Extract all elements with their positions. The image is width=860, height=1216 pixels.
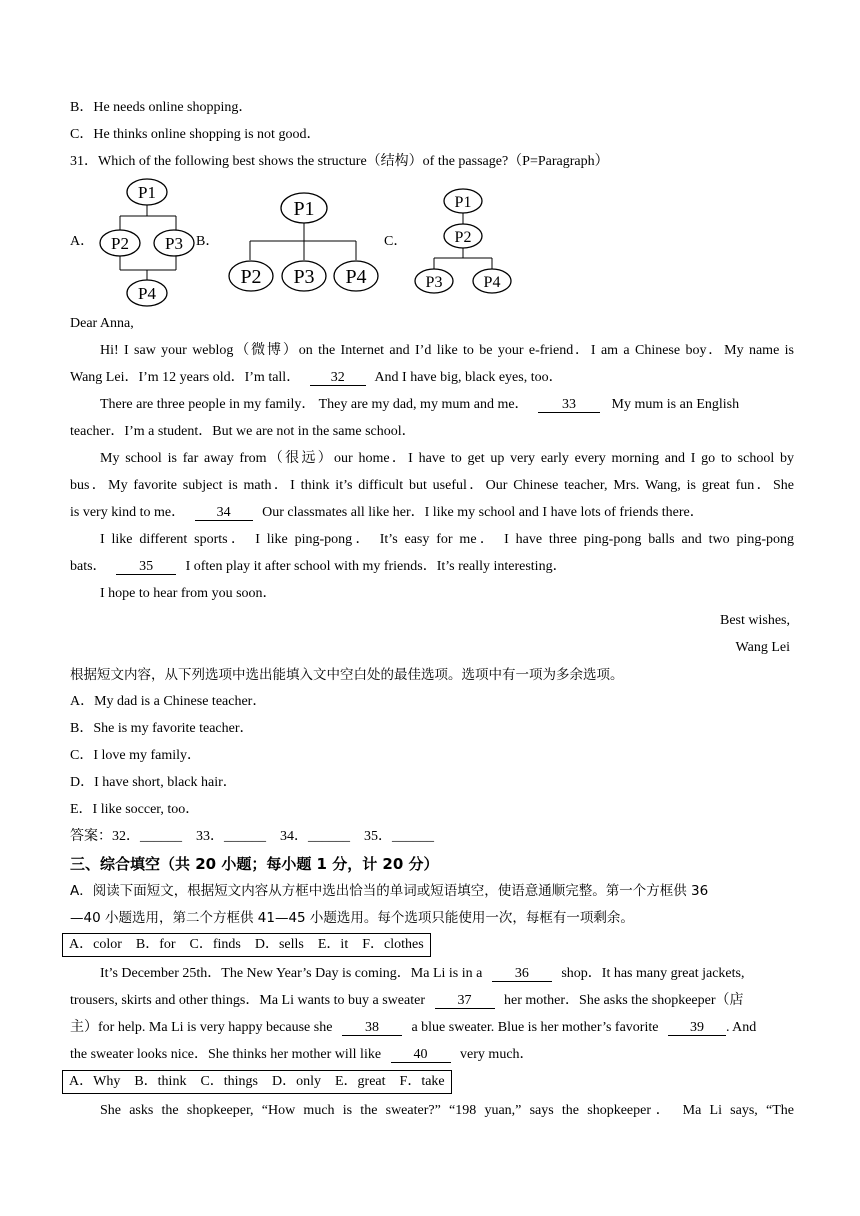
task-option-b: B．She is my favorite teacher． (70, 721, 254, 736)
structure-diagram-a (98, 176, 198, 308)
blank-36[interactable]: 36 (492, 966, 552, 982)
cloze-line1: It’s December 25th．The New Year’s Day is coming．Ma Li is in a 36 shop．It has many great jackets, (100, 966, 745, 981)
question-31-stem: 31．Which of the following best shows the structure（结构）of the passage?（P=Paragraph） (70, 154, 609, 169)
diagram-a-label-p1: P1 (138, 183, 156, 202)
diagram-label-c: C． (384, 234, 408, 249)
section-3-intro-line2: —40 小题选用，第二个方框供 41—45 小题选用。每个选项只能使用一次，每框有一项剩余。 (70, 910, 634, 926)
blank-40[interactable]: 40 (391, 1047, 451, 1063)
diagram-c-label-p2: P2 (454, 229, 472, 246)
letter-p1-line2: Wang Lei．I’m 12 years old．I’m tall． 32 And I have big, black eyes, too． (70, 370, 563, 385)
diagram-c-label-p4: P4 (483, 274, 501, 291)
cloze-line2: trousers, skirts and other things．Ma Li wants to buy a sweater 37 her mother．She asks the shopkeeper（店 (70, 993, 744, 1008)
task-option-a: A．My dad is a Chinese teacher． (70, 694, 267, 709)
diagram-a-label-p2: P2 (111, 234, 129, 253)
diagram-b-label-p3: P3 (293, 266, 315, 288)
answer-line: 答案：32．______ 33．______ 34．______ 35．______ (70, 829, 434, 844)
option-c: C．He thinks online shopping is not good． (70, 127, 321, 142)
letter-p3-line1: My school is far away from（很远）our home．I have to get up very early every morning and I go to school by (100, 451, 794, 466)
structure-diagram-b (228, 190, 380, 298)
diagram-a-label-p4: P4 (138, 284, 156, 303)
letter-p2-line2: teacher．I’m a student．But we are not in the same school． (70, 424, 416, 439)
letter-p4-line1: I like different sports． I like ping-pong． It’s easy for me． I have three ping-pong balls and two ping-pong (100, 532, 794, 547)
blank-35[interactable]: 35 (116, 559, 176, 575)
letter-p4-line2: bats． 35 I often play it after school with my friends．It’s really interesting． (70, 559, 567, 574)
blank-37[interactable]: 37 (435, 993, 495, 1009)
diagram-b-label-p2: P2 (240, 266, 262, 288)
diagram-c-label-p1: P1 (454, 194, 472, 211)
option-b: B．He needs online shopping． (70, 100, 253, 115)
letter-p3-line3: is very kind to me． 34 Our classmates all like her．I like my school and I have lots of friends there． (70, 505, 704, 520)
diagram-b-label-p1: P1 (293, 198, 315, 220)
letter-p2-line1: There are three people in my family． They are my dad, my mum and me． 33 My mum is an English (100, 397, 740, 412)
letter-p1-line1: Hi! I saw your weblog（微博）on the Internet and I’d like to be your e-friend．I am a Chinese boy．My name is (100, 343, 794, 358)
cloze2-line1: She asks the shopkeeper, “How much is the sweater?” “198 yuan,” says the shopkeeper． Ma Li says, “The (100, 1103, 794, 1118)
blank-38[interactable]: 38 (342, 1020, 402, 1036)
structure-diagram-c (414, 186, 514, 298)
diagram-b-label-p4: P4 (345, 266, 367, 288)
cloze-line3: 主）for help. Ma Li is very happy because she 38 a blue sweater. Blue is her mother’s favorite 39 . And (70, 1020, 757, 1035)
letter-closing: Best wishes, (720, 613, 790, 628)
section-3-heading: 三、综合填空（共 20 小题；每小题 1 分，计 20 分） (70, 855, 439, 873)
cloze-line4: the sweater looks nice．She thinks her mother will like 40 very much． (70, 1047, 534, 1062)
word-box-2: A．Why B．think C．things D．only E．great F．take (62, 1070, 452, 1094)
diagram-c-label-p3: P3 (425, 274, 443, 291)
blank-32[interactable]: 32 (310, 370, 366, 386)
task-instruction: 根据短文内容，从下列选项中选出能填入文中空白处的最佳选项。选项中有一项为多余选项。 (70, 667, 624, 683)
letter-p5: I hope to hear from you soon． (100, 586, 277, 601)
task-option-e: E．I like soccer, too． (70, 802, 200, 817)
blank-33[interactable]: 33 (538, 397, 600, 413)
blank-39[interactable]: 39 (668, 1020, 726, 1036)
letter-p3-line2: bus．My favorite subject is math．I think it’s difficult but useful．Our Chinese teacher, Mrs. Wang, is great fun．She (70, 478, 794, 493)
task-option-c: C．I love my family． (70, 748, 202, 763)
word-box-1: A．color B．for C．finds D．sells E．it F．clothes (62, 933, 431, 957)
diagram-label-a: A． (70, 234, 95, 249)
diagram-a-label-p3: P3 (165, 234, 183, 253)
letter-signature: Wang Lei (735, 640, 790, 655)
task-option-d: D．I have short, black hair． (70, 775, 237, 790)
letter-greeting: Dear Anna, (70, 316, 134, 331)
section-3-intro-line1: A．阅读下面短文，根据短文内容从方框中选出恰当的单词或短语填空，使语意通顺完整。第一个方框供 36 (70, 883, 709, 899)
diagram-label-b: B． (196, 234, 220, 249)
blank-34[interactable]: 34 (195, 505, 253, 521)
